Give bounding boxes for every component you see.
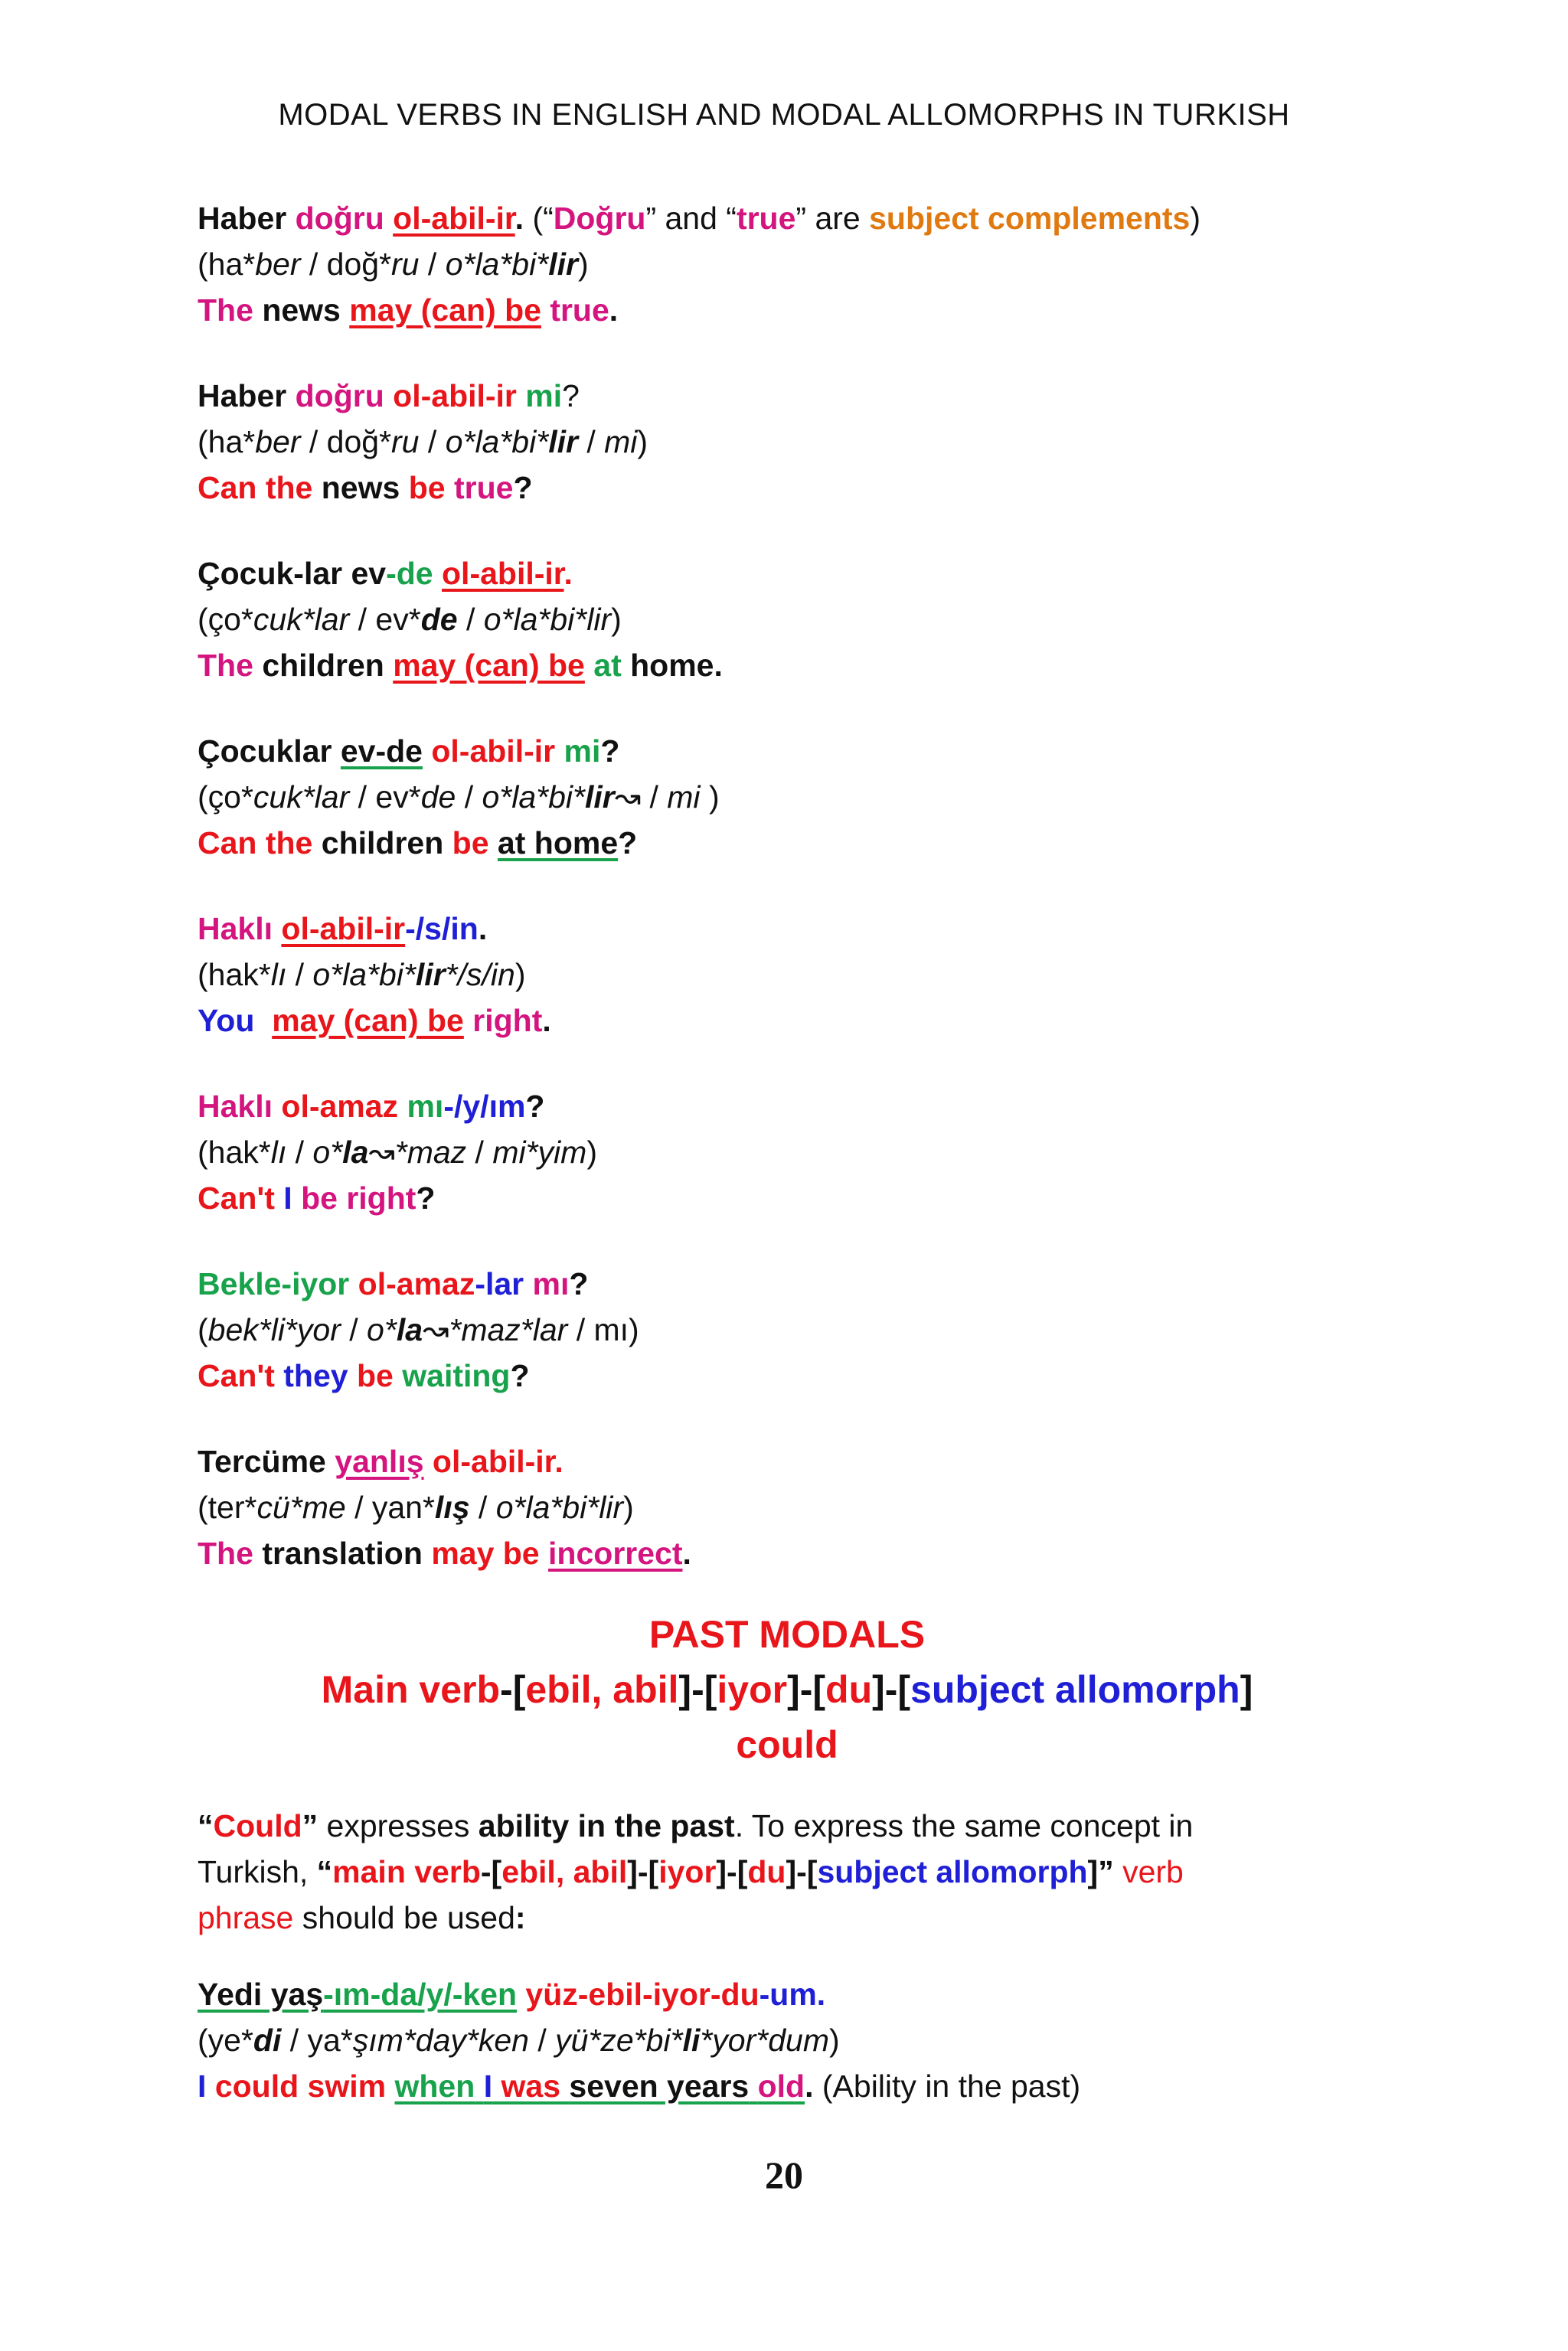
word: Çocuklar bbox=[198, 733, 332, 769]
text: / bbox=[419, 424, 446, 459]
modal-phrase: may be bbox=[431, 1536, 540, 1571]
text: lir bbox=[415, 957, 446, 992]
spacer bbox=[198, 1576, 1377, 1607]
modal-phrase: may (can) be bbox=[393, 648, 585, 683]
text: / bbox=[641, 779, 668, 815]
text: cuk*lar bbox=[253, 602, 350, 637]
example-3-pronunciation bbox=[198, 596, 1377, 642]
text: yü*ze*bi* bbox=[555, 2023, 683, 2058]
text: ) bbox=[514, 957, 526, 992]
word: Tercüme bbox=[198, 1444, 326, 1479]
text: ( bbox=[198, 1312, 208, 1347]
word: Yedi yaş bbox=[198, 1977, 324, 2012]
subject-suffix: -lar bbox=[475, 1266, 524, 1301]
stress-arrow-icon: ↝ bbox=[614, 779, 642, 815]
page-number: 20 bbox=[765, 2153, 803, 2196]
text: di bbox=[253, 2023, 282, 2058]
text: o* bbox=[367, 1312, 397, 1347]
word: Haklı bbox=[198, 1089, 273, 1124]
text: / bbox=[457, 602, 484, 637]
punct: . bbox=[816, 1977, 826, 2012]
text: phrase bbox=[198, 1900, 294, 1935]
text: *maz*lar bbox=[449, 1312, 568, 1347]
text: -[ bbox=[500, 1668, 526, 1711]
text: ) bbox=[623, 1490, 634, 1525]
punct: ? bbox=[510, 1358, 530, 1393]
word: at bbox=[593, 648, 622, 683]
text: (Ability in the past) bbox=[813, 2069, 1081, 2104]
punct: ? bbox=[416, 1180, 436, 1216]
subject-suffix: -um bbox=[759, 1977, 817, 2012]
modal-allomorph: ol-abil-ir bbox=[281, 911, 406, 946]
text: “ bbox=[316, 1854, 333, 1889]
text: iyor bbox=[658, 1854, 717, 1889]
text: / doğ* bbox=[300, 424, 392, 459]
text: ) bbox=[577, 247, 589, 282]
text: (ye* bbox=[198, 2023, 253, 2058]
example-8-turkish bbox=[198, 1438, 1377, 1484]
text: ) bbox=[1190, 201, 1201, 236]
spacer bbox=[198, 866, 1377, 906]
word: Doğru bbox=[553, 201, 646, 236]
word: be bbox=[356, 1358, 394, 1393]
text: should be used bbox=[293, 1900, 515, 1935]
spacer bbox=[198, 688, 1377, 728]
text: lir bbox=[548, 247, 578, 282]
example-9-turkish bbox=[198, 1971, 1377, 2017]
example-1-english bbox=[198, 287, 1377, 333]
word: I bbox=[483, 2069, 493, 2104]
suffix: e-iyor bbox=[263, 1266, 350, 1301]
text: lir bbox=[548, 424, 578, 459]
word: children bbox=[262, 648, 384, 683]
text: ]-[ bbox=[872, 1668, 911, 1711]
text: . To express the same concept in bbox=[734, 1808, 1194, 1843]
word: old bbox=[757, 2069, 805, 2104]
text: mi bbox=[667, 779, 701, 815]
word: waiting bbox=[402, 1358, 511, 1393]
text: o*la*bi* bbox=[482, 779, 585, 815]
text: du bbox=[825, 1668, 873, 1711]
modal-allomorph: ol-abil-ir bbox=[442, 556, 564, 591]
example-8-pronunciation bbox=[198, 1484, 1377, 1530]
word: they bbox=[283, 1358, 348, 1393]
example-7-pronunciation bbox=[198, 1307, 1377, 1353]
modal-allomorph: ol-abil-ir bbox=[393, 201, 515, 236]
text: : bbox=[514, 1900, 526, 1935]
content-body bbox=[198, 195, 1377, 2109]
punct: ? bbox=[600, 733, 620, 769]
modal-allomorph: ol-abil-ir bbox=[393, 378, 517, 413]
text: main verb bbox=[332, 1854, 481, 1889]
example-3-turkish bbox=[198, 550, 1377, 596]
word: true bbox=[550, 292, 609, 328]
text: la bbox=[396, 1312, 423, 1347]
word: translation bbox=[262, 1536, 423, 1571]
text: (ter* bbox=[198, 1490, 257, 1525]
text: ]-[ bbox=[678, 1668, 717, 1711]
text: ) bbox=[637, 424, 648, 459]
text: / yan* bbox=[345, 1490, 435, 1525]
example-8-english bbox=[198, 1530, 1377, 1576]
word: subject complements bbox=[869, 201, 1191, 236]
modal-phrase: Can't bbox=[198, 1180, 275, 1216]
text: ]-[ bbox=[786, 1854, 818, 1889]
text: ) bbox=[611, 602, 622, 637]
example-2-pronunciation bbox=[198, 419, 1377, 465]
punct: . bbox=[542, 1003, 551, 1038]
text: cü*me bbox=[256, 1490, 346, 1525]
text: “ bbox=[198, 1808, 214, 1843]
text: / ya* bbox=[281, 2023, 353, 2058]
text: du bbox=[747, 1854, 786, 1889]
example-5-english bbox=[198, 998, 1377, 1043]
modal-allomorph: ol-abil-ir. bbox=[432, 1444, 564, 1479]
example-6-pronunciation bbox=[198, 1129, 1377, 1175]
text: / doğ* bbox=[300, 247, 392, 282]
text: ber bbox=[255, 247, 301, 282]
word: when bbox=[394, 2069, 475, 2104]
text: şım*day*ken bbox=[352, 2023, 529, 2058]
text: ebil, abil bbox=[525, 1668, 679, 1711]
text: / bbox=[469, 1490, 496, 1525]
punct: . bbox=[564, 556, 573, 591]
text: mi bbox=[604, 424, 638, 459]
text: subject allomorph bbox=[817, 1854, 1088, 1889]
text: / bbox=[340, 1312, 368, 1347]
text: subject allomorph bbox=[910, 1668, 1240, 1711]
text: bek*li*yor bbox=[207, 1312, 341, 1347]
text: ” and “ bbox=[645, 201, 737, 236]
example-5-pronunciation bbox=[198, 952, 1377, 998]
text: expresses bbox=[318, 1808, 479, 1843]
word: true bbox=[736, 201, 796, 236]
stress-arrow-icon: ↝ bbox=[368, 1135, 395, 1170]
text: ] bbox=[1240, 1668, 1253, 1711]
modal-phrase: Can the bbox=[198, 825, 313, 860]
text: (ço* bbox=[198, 602, 253, 637]
spacer bbox=[198, 511, 1377, 550]
text: verb bbox=[1113, 1854, 1184, 1889]
modal-phrase: Can't bbox=[198, 1358, 275, 1393]
modal-phrase: may (can) be bbox=[349, 292, 541, 328]
text: mi*yim bbox=[492, 1135, 587, 1170]
word: news bbox=[262, 292, 341, 328]
text: ) bbox=[700, 779, 720, 815]
text: (ha* bbox=[198, 424, 256, 459]
punct: ? bbox=[525, 1089, 545, 1124]
text: ber bbox=[255, 424, 301, 459]
word: Haklı bbox=[198, 911, 273, 946]
text: la bbox=[342, 1135, 369, 1170]
word: The bbox=[198, 648, 253, 683]
text: Main verb bbox=[321, 1668, 501, 1711]
text: / mı) bbox=[567, 1312, 639, 1347]
example-1-pronunciation bbox=[198, 241, 1377, 287]
text: ” are bbox=[795, 201, 870, 236]
word: news bbox=[321, 470, 400, 505]
text: ru bbox=[391, 424, 420, 459]
question-particle: mi bbox=[525, 378, 563, 413]
word: Haber bbox=[198, 378, 287, 413]
punct: ? bbox=[618, 825, 638, 860]
text: *maz bbox=[394, 1135, 467, 1170]
text: / ev* bbox=[349, 602, 421, 637]
text: ru bbox=[391, 247, 420, 282]
word: Haber bbox=[198, 201, 287, 236]
text: o*la*bi*lir bbox=[483, 602, 612, 637]
text: ) bbox=[586, 1135, 597, 1170]
word: home. bbox=[630, 648, 723, 683]
explanation-line-1 bbox=[198, 1803, 1377, 1849]
example-5-turkish bbox=[198, 906, 1377, 952]
text: de bbox=[420, 779, 456, 815]
text: o*la*bi* bbox=[312, 957, 416, 992]
example-4-pronunciation bbox=[198, 774, 1377, 820]
suffix: -ım-da/y/-ken bbox=[323, 1977, 518, 2012]
text: */s/in bbox=[445, 957, 515, 992]
text: / bbox=[466, 1135, 493, 1170]
word: The bbox=[198, 292, 253, 328]
text: ]” bbox=[1087, 1854, 1114, 1889]
section-title: PAST MODALS bbox=[648, 1613, 926, 1656]
example-6-turkish bbox=[198, 1083, 1377, 1129]
spacer bbox=[198, 1772, 1377, 1803]
text: iyor bbox=[717, 1668, 788, 1711]
explanation-line-3 bbox=[198, 1895, 1377, 1941]
modal-allomorph: ol-amaz bbox=[358, 1266, 475, 1301]
word: was bbox=[501, 2069, 560, 2104]
subject-suffix: -/y/ım bbox=[443, 1089, 526, 1124]
text: ebil, abil bbox=[501, 1854, 628, 1889]
text: lı bbox=[270, 957, 287, 992]
text: (hak* bbox=[198, 957, 271, 992]
word: yanlış bbox=[335, 1444, 424, 1479]
text: ]-[ bbox=[787, 1668, 826, 1711]
punct: ? bbox=[513, 470, 533, 505]
word: ev-de bbox=[340, 733, 423, 769]
question-particle: mı bbox=[532, 1266, 570, 1301]
text: o*la*bi* bbox=[445, 247, 549, 282]
text: lı bbox=[270, 1135, 287, 1170]
text: ) bbox=[828, 2023, 840, 2058]
word: The bbox=[198, 1536, 253, 1571]
word: Bekl bbox=[198, 1266, 264, 1301]
text: (ço* bbox=[198, 779, 253, 815]
word: at home bbox=[497, 825, 619, 860]
text: / bbox=[528, 2023, 556, 2058]
punct: . bbox=[805, 2069, 814, 2104]
section-modal: could bbox=[736, 1723, 838, 1766]
question-particle: mi bbox=[564, 733, 601, 769]
text: -[ bbox=[480, 1854, 502, 1889]
stress-arrow-icon: ↝ bbox=[423, 1312, 449, 1347]
section-formula bbox=[198, 1662, 1377, 1717]
word: I bbox=[198, 2069, 207, 2104]
text: Could bbox=[213, 1808, 302, 1843]
spacer bbox=[198, 1399, 1377, 1438]
punct: . bbox=[682, 1536, 691, 1571]
modal-phrase: may (can) be bbox=[272, 1003, 464, 1038]
modal-allomorph: ol-abil-ir bbox=[431, 733, 556, 769]
text: / ev* bbox=[349, 779, 421, 815]
word: Çocuk-lar ev bbox=[198, 556, 387, 591]
suffix: -de bbox=[386, 556, 433, 591]
text: (hak* bbox=[198, 1135, 271, 1170]
example-3-english bbox=[198, 642, 1377, 688]
example-6-english bbox=[198, 1175, 1377, 1221]
example-2-english bbox=[198, 465, 1377, 511]
word: doğru bbox=[295, 378, 384, 413]
text: Turkish, bbox=[198, 1854, 317, 1889]
text: / bbox=[456, 779, 482, 815]
text: / bbox=[286, 1135, 313, 1170]
example-7-english bbox=[198, 1353, 1377, 1399]
modal-phrase: could swim bbox=[214, 2069, 387, 2104]
word: be bbox=[452, 825, 489, 860]
example-1-turkish bbox=[198, 195, 1377, 241]
text: o*la*bi* bbox=[445, 424, 549, 459]
text: ” bbox=[302, 1808, 318, 1843]
modal-allomorph: ol-amaz bbox=[281, 1089, 399, 1124]
text: ]-[ bbox=[627, 1854, 659, 1889]
word: incorrect bbox=[548, 1536, 683, 1571]
example-9-english bbox=[198, 2063, 1377, 2109]
modal-allomorph: yüz-ebil-iyor-du bbox=[517, 1977, 760, 2012]
text: lir bbox=[584, 779, 615, 815]
punct: . bbox=[609, 292, 619, 328]
explanation-line-2 bbox=[198, 1849, 1377, 1895]
punct: ? bbox=[562, 378, 580, 413]
example-4-english bbox=[198, 820, 1377, 866]
text: o*la*bi*lir bbox=[495, 1490, 624, 1525]
text: / bbox=[419, 247, 446, 282]
spacer bbox=[198, 1221, 1377, 1261]
example-4-turkish bbox=[198, 728, 1377, 774]
text: / bbox=[286, 957, 313, 992]
example-7-turkish bbox=[198, 1261, 1377, 1307]
text: (ha* bbox=[198, 247, 256, 282]
text: ]-[ bbox=[716, 1854, 748, 1889]
word: I bbox=[283, 1180, 292, 1216]
text: de bbox=[420, 602, 458, 637]
text: ability in the past bbox=[478, 1808, 735, 1843]
word: true bbox=[453, 470, 514, 505]
text: / bbox=[577, 424, 605, 459]
spacer bbox=[198, 1043, 1377, 1083]
running-header: MODAL VERBS IN ENGLISH AND MODAL ALLOMORPHS IN TURKISH bbox=[278, 98, 1290, 132]
text: (“ bbox=[524, 201, 554, 236]
word: right bbox=[472, 1003, 543, 1038]
text: li bbox=[682, 2023, 701, 2058]
punct: ? bbox=[569, 1266, 589, 1301]
text: o* bbox=[312, 1135, 343, 1170]
text: lış bbox=[434, 1490, 470, 1525]
text: cuk*lar bbox=[253, 779, 350, 815]
word: children bbox=[321, 825, 444, 860]
word: doğru bbox=[295, 201, 384, 236]
word: be right bbox=[301, 1180, 416, 1216]
text: *yor*dum bbox=[700, 2023, 829, 2058]
question-particle: mı bbox=[407, 1089, 444, 1124]
word: be bbox=[408, 470, 446, 505]
example-9-pronunciation bbox=[198, 2017, 1377, 2063]
example-2-turkish bbox=[198, 373, 1377, 419]
word: You bbox=[198, 1003, 255, 1038]
punct: . bbox=[478, 911, 488, 946]
subject-suffix: -/s/in bbox=[405, 911, 479, 946]
spacer bbox=[198, 333, 1377, 373]
punct: . bbox=[514, 201, 524, 236]
modal-phrase: Can the bbox=[198, 470, 313, 505]
spacer bbox=[198, 1941, 1377, 1971]
word: seven years bbox=[569, 2069, 750, 2104]
